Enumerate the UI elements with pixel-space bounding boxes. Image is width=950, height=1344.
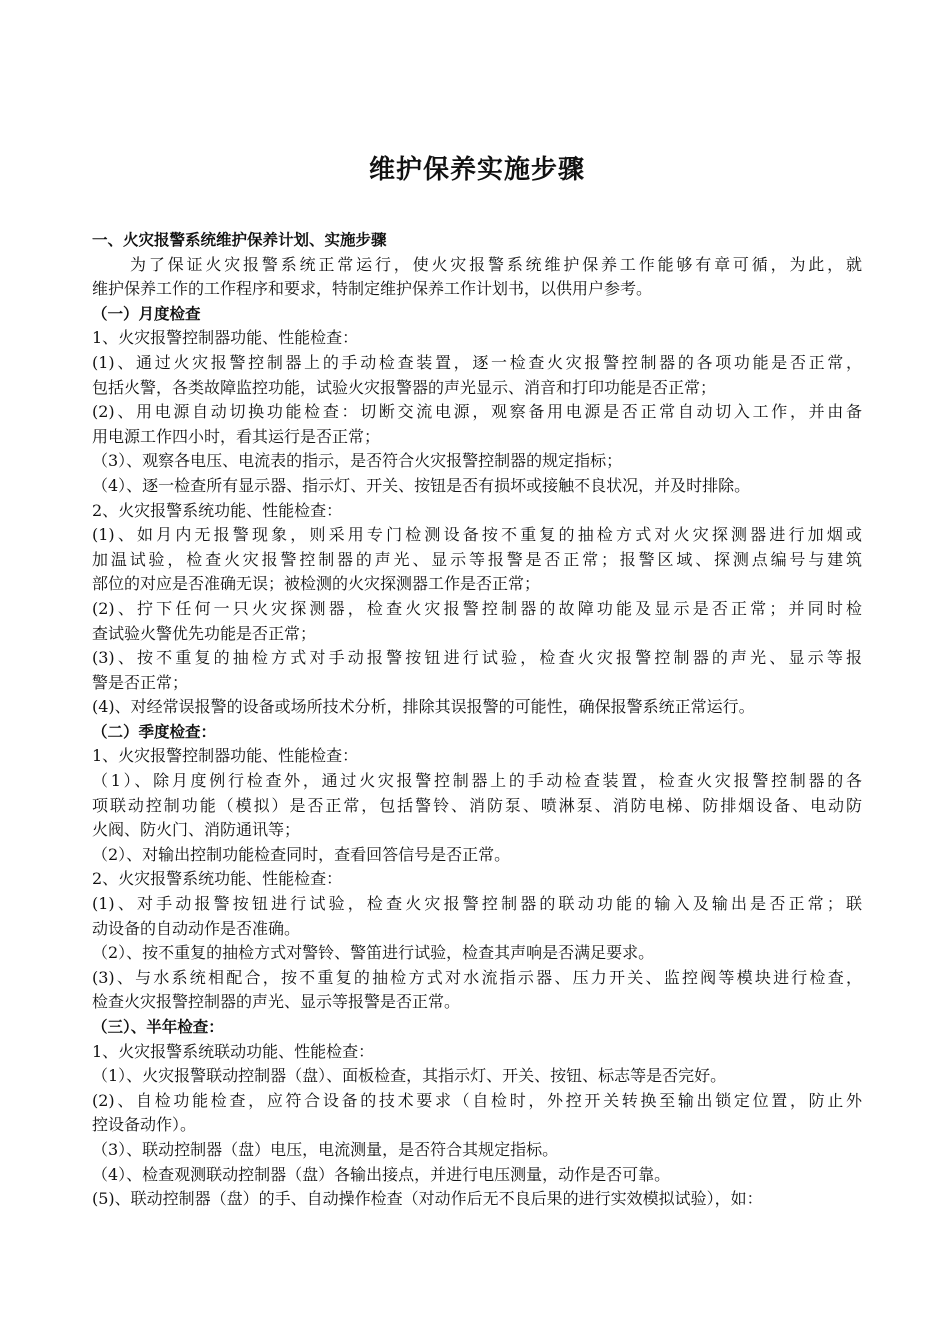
paragraph <box>92 474 862 499</box>
paragraph <box>92 1163 862 1188</box>
paragraph-line: (3)、与水系统相配合，按不重复的抽检方式对水流指示器、压力开关、监控阀等模块进行检查， <box>92 967 862 987</box>
paragraph-line: (3)、按不重复的抽检方式对手动报警按钮进行试验，检查火灾报警控制器的声光、显示等报 <box>92 648 862 668</box>
paragraph <box>92 1187 862 1212</box>
paragraph-line: (1)、对手动报警按钮进行试验，检查火灾报警控制器的联动功能的输入及输出是否正常；联 <box>92 894 862 914</box>
heading-text: 一、火灾报警系统维护保养计划、实施步骤 <box>92 231 387 249</box>
paragraph <box>92 400 862 449</box>
paragraph-line: (2)、拧下任何一只火灾探测器，检查火灾报警控制器的故障功能及显示是否正常；并同时检 <box>92 598 862 618</box>
paragraph-line: 2、火灾报警系统功能、性能检查： <box>92 500 343 520</box>
paragraph <box>92 253 862 302</box>
paragraph <box>92 695 862 720</box>
document-title: 维护保养实施步骤 <box>368 155 585 185</box>
paragraph-line: 维护保养工作的工作程序和要求，特制定维护保养工作计划书，以供用户参考。 <box>92 279 653 299</box>
paragraph-line: 2、火灾报警系统功能、性能检查： <box>92 869 343 889</box>
paragraph-line: (1)、如月内无报警现象，则采用专门检测设备按不重复的抽检方式对火灾探测器进行加烟或 <box>92 525 862 545</box>
section-heading <box>92 1015 862 1040</box>
paragraph-line: （3）、观察各电压、电流表的指示，是否符合火灾报警控制器的规定指标； <box>92 451 623 471</box>
paragraph-line: （4）、检查观测联动控制器（盘）各输出接点，并进行电压测量，动作是否可靠。 <box>92 1164 671 1184</box>
heading-text: （一）月度检查 <box>92 304 201 323</box>
paragraph <box>92 843 862 868</box>
paragraph-line: 1、火灾报警系统联动功能、性能检查： <box>92 1041 375 1061</box>
section-heading <box>92 302 862 327</box>
paragraph-line: (2)、用电源自动切换功能检查：切断交流电源，观察备用电源是否正常自动切入工作，并由备 <box>92 402 862 422</box>
paragraph <box>92 892 862 941</box>
paragraph-line: （1）、火灾报警联动控制器（盘）、面板检查，其指示灯、开关、按钮、标志等是否完好。 <box>92 1066 727 1086</box>
paragraph <box>92 1064 862 1089</box>
paragraph <box>92 769 862 843</box>
paragraph-line: (5)、联动控制器（盘）的手、自动操作检查（对动作后无不良后果的进行实效模拟试验），如： <box>92 1189 763 1209</box>
paragraph <box>92 1138 862 1163</box>
paragraph-line: （2）、对输出控制功能检查同时，查看回答信号是否正常。 <box>92 844 511 864</box>
paragraph <box>92 326 862 351</box>
paragraph <box>92 1089 862 1138</box>
section-heading <box>92 228 862 253</box>
paragraph-line: 为了保证火灾报警系统正常运行，使火灾报警系统维护保养工作能够有章可循，为此，就 <box>130 254 862 274</box>
paragraph <box>92 499 862 524</box>
paragraph-line: （3）、联动控制器（盘）电压，电流测量，是否符合其规定指标。 <box>92 1139 559 1159</box>
paragraph-line: 加温试验，检查火灾报警控制器的声光、显示等报警是否正常；报警区域、探测点编号与建筑 <box>92 549 862 569</box>
paragraph-line: （2）、按不重复的抽检方式对警铃、警笛进行试验，检查其声响是否满足要求。 <box>92 943 655 963</box>
document-body <box>92 228 862 1212</box>
paragraph <box>92 867 862 892</box>
paragraph-line: 动设备的自动动作是否准确。 <box>92 918 301 938</box>
paragraph-line: 查试验火警优先功能是否正常； <box>92 623 317 643</box>
section-heading <box>92 720 862 745</box>
paragraph-line: 部位的对应是否准确无误；被检测的火灾探测器工作是否正常； <box>92 574 541 594</box>
paragraph-line: (2)、自检功能检查，应符合设备的技术要求（自检时，外控开关转换至输出锁定位置，防止外 <box>92 1090 862 1110</box>
paragraph <box>92 351 862 400</box>
paragraph-line: 项联动控制功能（模拟）是否正常，包括警铃、消防泵、喷淋泵、消防电梯、防排烟设备、电动防 <box>92 795 862 815</box>
paragraph <box>92 449 862 474</box>
paragraph-line: （4）、逐一检查所有显示器、指示灯、开关、按钮是否有损坏或接触不良状况，并及时排除。 <box>92 475 751 495</box>
paragraph-line: (4)、对经常误报警的设备或场所技术分析，排除其误报警的可能性，确保报警系统正常运行。 <box>92 697 755 717</box>
document-page <box>92 150 862 1212</box>
paragraph <box>92 597 862 646</box>
paragraph <box>92 744 862 769</box>
paragraph-line: 检查火灾报警控制器的声光、显示等报警是否正常。 <box>92 992 461 1012</box>
paragraph-line: 火阀、防火门、消防通讯等； <box>92 820 301 840</box>
paragraph-line: 警是否正常； <box>92 672 189 692</box>
paragraph-line: （1）、除月度例行检查外，通过火灾报警控制器上的手动检查装置，检查火灾报警控制器的各 <box>92 771 862 791</box>
paragraph-line: (1)、通过火灾报警控制器上的手动检查装置，逐一检查火灾报警控制器的各项功能是否正常， <box>92 352 862 372</box>
paragraph-line: 1、火灾报警控制器功能、性能检查： <box>92 746 359 766</box>
paragraph-line: 1、火灾报警控制器功能、性能检查： <box>92 328 359 348</box>
paragraph <box>92 646 862 695</box>
heading-text: （三）、半年检查： <box>92 1018 224 1036</box>
paragraph <box>92 941 862 966</box>
heading-text: （二）季度检查： <box>92 722 217 741</box>
paragraph-line: 用电源工作四小时，看其运行是否正常； <box>92 426 381 446</box>
paragraph <box>92 523 862 597</box>
paragraph <box>92 1040 862 1065</box>
paragraph-line: 控设备动作）。 <box>92 1115 197 1135</box>
paragraph-line: 包括火警，各类故障监控功能，试验火灾报警器的声光显示、消音和打印功能是否正常； <box>92 377 717 397</box>
paragraph <box>92 966 862 1015</box>
